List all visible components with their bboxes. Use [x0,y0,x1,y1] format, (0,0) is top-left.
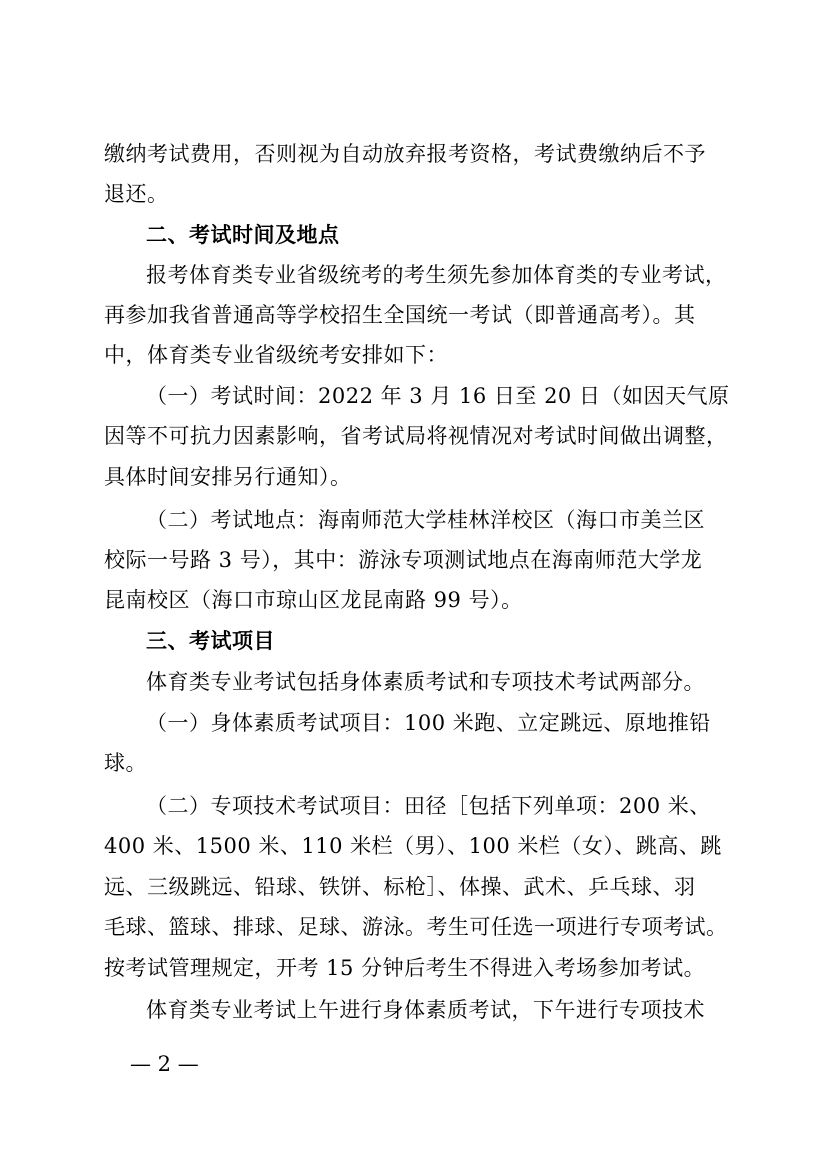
paragraph-start: 报考体育类专业省级统考的考生须先参加体育类的专业考试， [146,263,727,287]
paragraph-start: （一）考试时间：2022 年 3 月 16 日至 20 日（如因天气原 [146,384,730,408]
page-number: — 2 — [130,1052,199,1076]
body-text-line: 具体时间安排另行通知）。 [104,465,352,489]
body-text-line: 昆南校区（海口市琼山区龙昆南路 99 号）。 [104,588,523,612]
section-heading: 三、考试项目 [146,629,275,653]
paragraph-start: （一）身体素质考试项目：100 米跑、立定跳远、原地推铅 [146,711,711,735]
paragraph-start: （二）专项技术考试项目：田径［包括下列单项：200 米、 [146,794,711,818]
body-text-line: 中，体育类专业省级统考安排如下： [104,343,448,367]
body-text-line: 毛球、篮球、排球、足球、游泳。考生可任选一项进行专项考试。 [104,915,728,939]
body-text-line: 按考试管理规定，开考 15 分钟后考生不得进入考场参加考试。 [104,956,706,980]
body-text-line: 球。 [104,751,147,775]
body-text-line: 再参加我省普通高等学校招生全国统一考试（即普通高考）。其 [104,303,696,327]
body-text-line: 退还。 [104,182,169,206]
body-text-line: 因等不可抗力因素影响，省考试局将视情况对考试时间做出调整， [104,424,728,448]
paragraph-start: 体育类专业考试上午进行身体素质考试，下午进行专项技术 [146,998,705,1022]
paragraph-start: （二）考试地点：海南师范大学桂林洋校区（海口市美兰区 [146,508,705,532]
body-text-line: 校际一号路 3 号），其中：游泳专项测试地点在海南师范大学龙 [104,548,703,572]
section-heading: 二、考试时间及地点 [146,223,340,247]
paragraph-start: 体育类专业考试包括身体素质考试和专项技术考试两部分。 [146,670,705,694]
body-text-line: 缴纳考试费用，否则视为自动放弃报考资格，考试费缴纳后不予 [104,142,706,166]
body-text-line: 远、三级跳远、铅球、铁饼、标枪］、体操、武术、乒乓球、羽 [104,875,696,899]
body-text-line: 400 米、1500 米、110 米栏（男）、100 米栏（女）、跳高、跳 [104,834,722,858]
